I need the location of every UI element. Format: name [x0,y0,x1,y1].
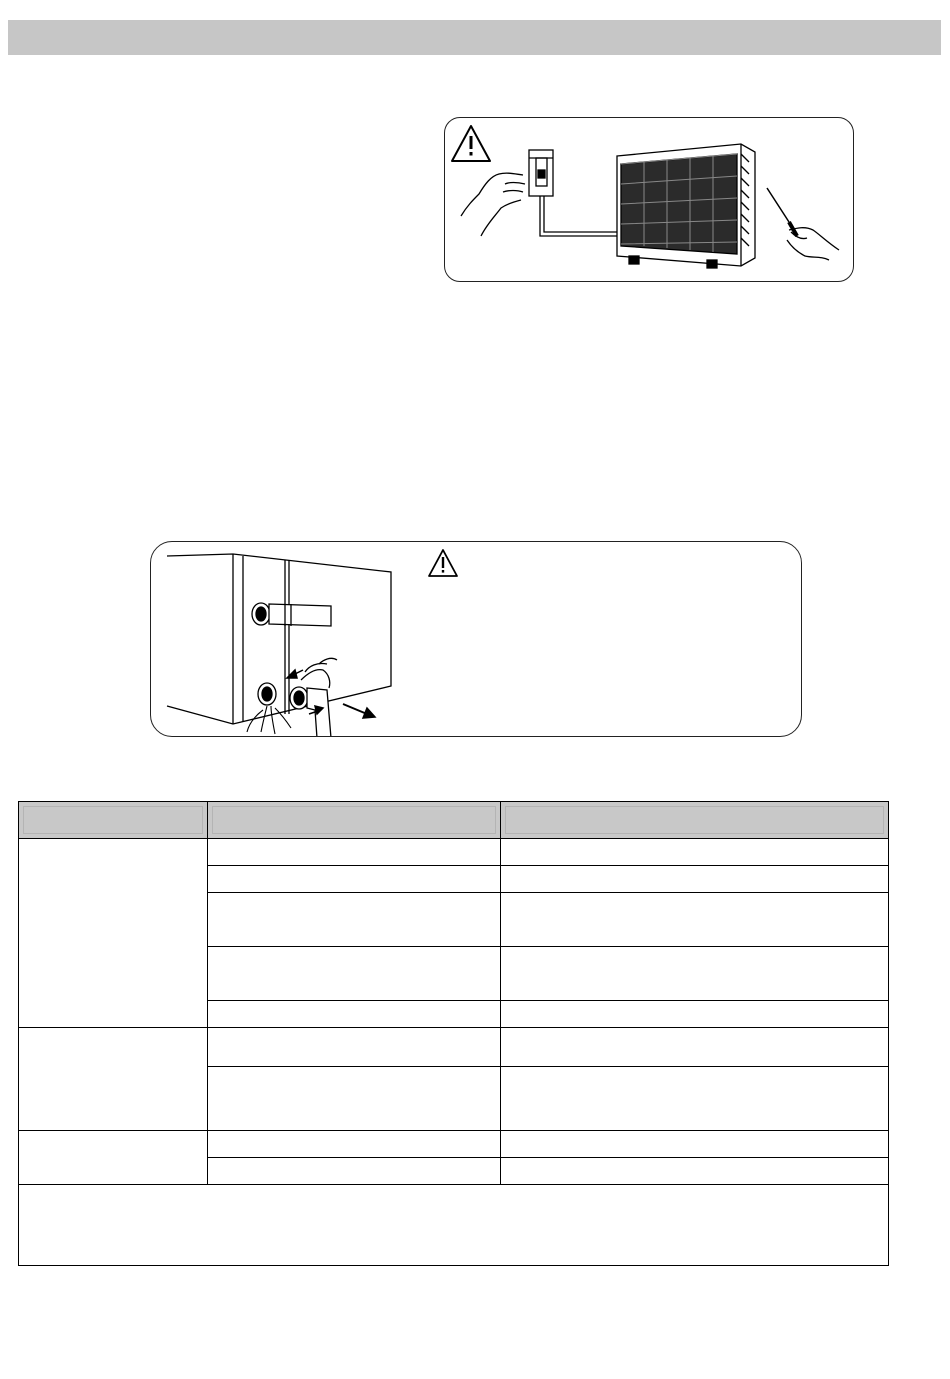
power-cable [540,196,617,236]
column-header [500,802,888,839]
fault-group-cell [19,1028,208,1131]
water-connection-icon [252,603,331,626]
cause-cell [208,1028,500,1067]
power-off-illustration [445,118,855,283]
table-row [19,1131,889,1158]
cause-cell [208,1131,500,1158]
solution-cell [500,947,888,1001]
solution-cell [500,839,888,866]
cause-cell [208,1001,500,1028]
circuit-breaker-icon [529,150,553,196]
heat-pump-unit-icon [617,144,755,268]
cause-cell [208,839,500,866]
solution-cell [500,866,888,893]
column-header [19,802,208,839]
cause-cell [208,1067,500,1131]
fault-group-cell [19,839,208,1028]
solution-cell [500,1028,888,1067]
solution-cell [500,893,888,947]
hand-icon [301,658,337,688]
cause-cell [208,893,500,947]
troubleshooting-table [18,801,889,1266]
solution-cell [500,1001,888,1028]
fault-group-cell [19,1131,208,1185]
table-row [19,839,889,866]
section-header-bar [8,20,941,55]
heat-pump-side-icon [167,554,391,724]
warning-triangle-icon [429,550,457,576]
footer-note-cell [19,1185,889,1266]
table-row [19,1028,889,1067]
cause-cell [208,866,500,893]
solution-cell [500,1158,888,1185]
figure-power-off [444,117,854,282]
warning-triangle-icon [452,126,490,161]
solution-cell [500,1131,888,1158]
hand-icon [461,173,525,236]
table-header-row [19,802,889,839]
column-header [208,802,500,839]
figure-water-drain [150,541,802,737]
cause-cell [208,1158,500,1185]
cause-cell [208,947,500,1001]
table-footer-row [19,1185,889,1266]
water-drain-illustration [151,542,802,737]
solution-cell [500,1067,888,1131]
